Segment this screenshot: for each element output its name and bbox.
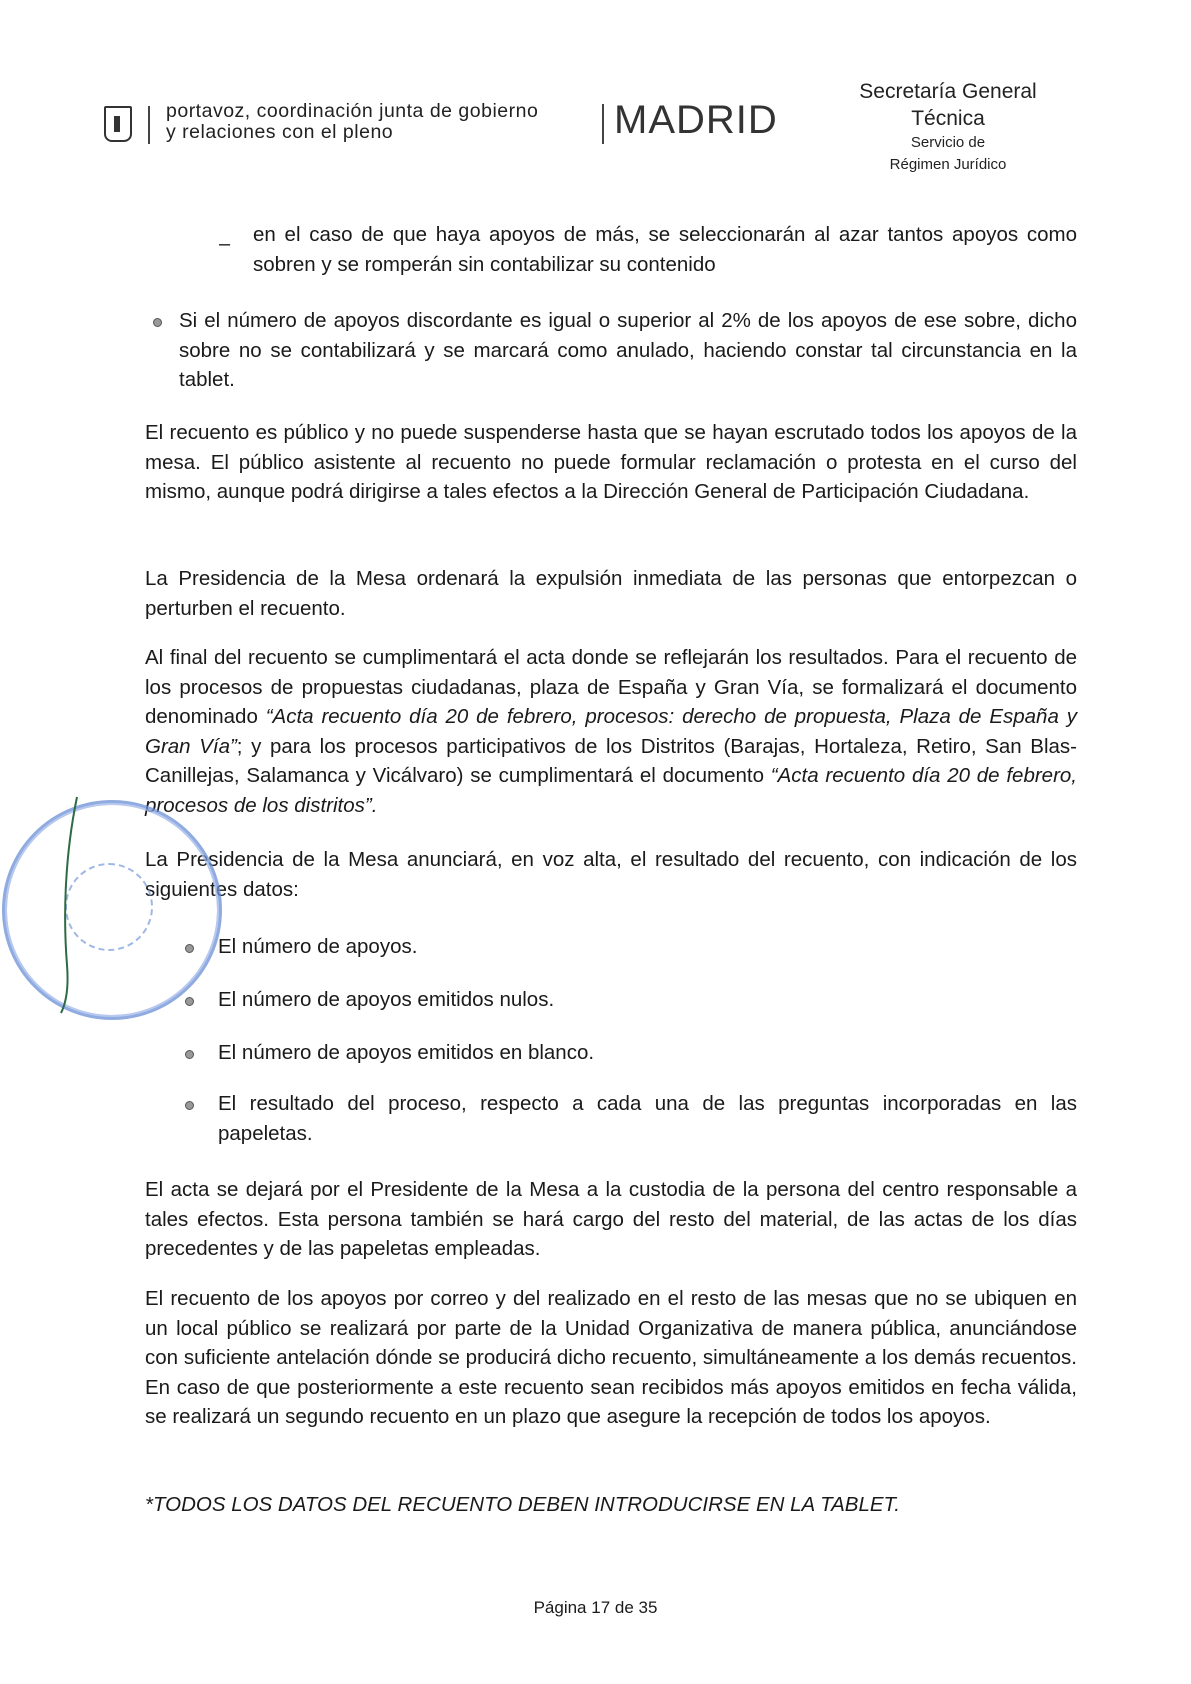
servicio-line-1: Servicio de: [910, 134, 986, 151]
secretaria-block: [848, 78, 1048, 176]
paragraph-correo: El recuento de los apoyos por correo y del realizado en el resto de las mesas que no se ubiquen en un local público se realizará por parte de la Unidad Organizativa de manera pública, anunciándose con suficiente antelación dónde se producirá dicho recuento, simultáneamente a los demás recuentos. En caso de que posteriormente a este recuento sean recibidos más apoyos emitidos en fecha válida, se realizará un segundo recuento en un plazo que asegure la recepción de todos los apoyos.: [145, 1287, 1077, 1428]
department-line-1: portavoz, coordinación junta de gobierno: [166, 100, 539, 122]
bullet-icon: [185, 997, 194, 1006]
data-item: El número de apoyos.: [218, 935, 418, 958]
official-stamp: [2, 800, 222, 1020]
city-wordmark: MADRID: [614, 98, 778, 142]
acta-final-text-a: Al final del recuento se cumplimentará el acta donde se reflejarán los resultados. Para el recuento de los procesos de propuestas ciudadanas, plaza de España y Gran Vía, se formalizará el documento denominado: [145, 646, 1077, 728]
paragraph-acta-final: [145, 643, 1077, 820]
acta-final-text-b: ; y para los procesos participativos de los Distritos (Barajas, Hortaleza, Retiro, San Blas-Canillejas, Salamanca y Vicálvaro) se cumplimentará el documento: [145, 734, 1077, 787]
paragraph-publico: El recuento es público y no puede suspenderse hasta que se hayan escrutado todos los apoyos de la mesa. El público asistente al recuento no puede formular reclamación o protesta en el curso del mismo, aunque podrá dirigirse a tales efectos a la Dirección General de Participación Ciudadana.: [145, 421, 1077, 503]
paragraph-acta-custodia: El acta se dejará por el Presidente de la Mesa a la custodia de la persona del centro responsable a tales efectos. Esta persona también se hará cargo del resto del material, de las actas de los días precedentes y de las papeletas empleadas.: [145, 1178, 1077, 1260]
signature-stroke: [55, 795, 85, 1015]
header-divider-2: [602, 104, 604, 144]
bullet-icon: [185, 1050, 194, 1059]
page-number: Página 17 de 35: [533, 1598, 658, 1617]
acta-document-2: “Acta recuento día 20 de febrero, procesos de los distritos”.: [145, 764, 1077, 817]
secretaria-line-1: Secretaría General: [859, 80, 1037, 103]
bullet-discordante: Si el número de apoyos discordante es igual o superior al 2% de los apoyos de ese sobre, dicho sobre no se contabilizará y se marcará como anulado, haciendo constar tal circunstancia en la tablet.: [179, 309, 1077, 391]
header-divider: [148, 106, 150, 144]
madrid-coat-of-arms-logo: [104, 106, 132, 142]
department-name: [166, 101, 538, 143]
data-item: El número de apoyos emitidos nulos.: [218, 988, 555, 1011]
secretaria-line-2: Técnica: [911, 107, 985, 130]
paragraph-expulsion: La Presidencia de la Mesa ordenará la expulsión inmediata de las personas que entorpezcan o perturben el recuento.: [145, 567, 1077, 620]
bullet-icon: [153, 318, 162, 327]
data-item: El número de apoyos emitidos en blanco.: [218, 1041, 595, 1064]
note-tablet: *TODOS LOS DATOS DEL RECUENTO DEBEN INTRODUCIRSE EN LA TABLET.: [145, 1493, 900, 1516]
department-line-2: y relaciones con el pleno: [166, 121, 394, 143]
dash-item: en el caso de que haya apoyos de más, se seleccionarán al azar tantos apoyos como sobren y se romperán sin contabilizar su contenido: [253, 223, 1077, 276]
data-item: El resultado del proceso, respecto a cada una de las preguntas incorporadas en las papeletas.: [218, 1092, 1077, 1145]
acta-document-1: “Acta recuento día 20 de febrero, procesos: derecho de propuesta, Plaza de España y Gran Vía”: [145, 705, 1077, 758]
paragraph-anuncio: La Presidencia de la Mesa anunciará, en voz alta, el resultado del recuento, con indicación de los siguientes datos:: [145, 848, 1077, 901]
dash-marker: –: [219, 233, 231, 255]
bullet-icon: [185, 1101, 194, 1110]
servicio-line-2: Régimen Jurídico: [889, 156, 1007, 173]
